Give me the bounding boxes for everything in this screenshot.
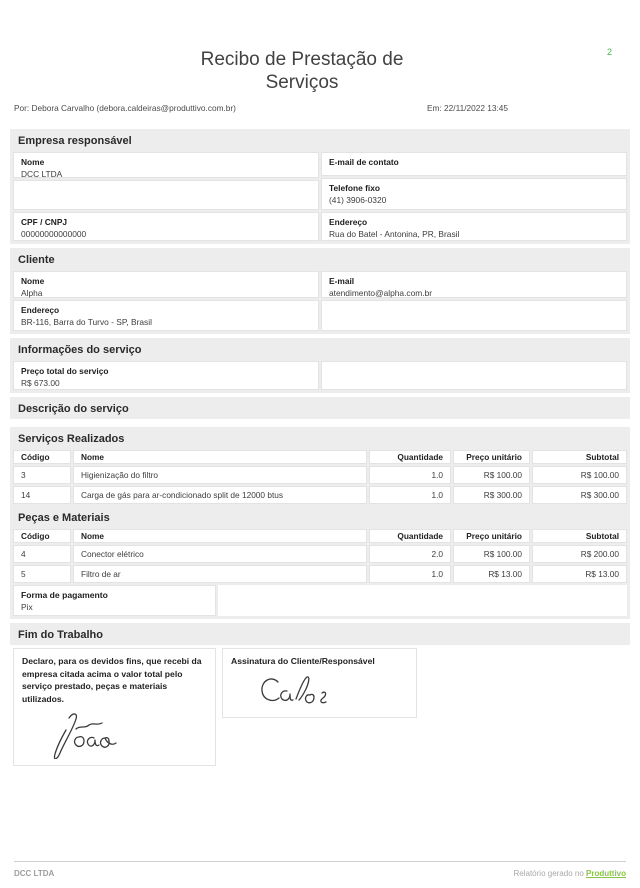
section-end-of-work-title: Fim do Trabalho: [10, 623, 630, 645]
materials-table: [10, 528, 630, 583]
field-value: DCC LTDA: [21, 169, 63, 179]
section-services: [10, 427, 630, 619]
company-address-cell: [321, 212, 627, 241]
table-cell: 2.0: [369, 545, 451, 563]
column-header: Código: [13, 450, 71, 464]
field-label: Nome: [21, 157, 45, 167]
footer-generated: [514, 869, 627, 878]
table-cell: Carga de gás para ar-condicionado split de 12000 btus: [73, 486, 367, 504]
table-cell: 5: [13, 565, 71, 583]
table-cell: R$ 13.00: [453, 565, 530, 583]
client-signature-image: [257, 672, 337, 712]
company-email-cell: [321, 152, 627, 176]
company-name-cell: [13, 152, 319, 178]
table-cell: Filtro de ar: [73, 565, 367, 583]
services-table: [10, 449, 630, 504]
section-company-title: Empresa responsável: [18, 135, 132, 147]
report-meta: [14, 103, 626, 114]
field-value: (41) 3906-0320: [329, 195, 387, 205]
client-signature-label: Assinatura do Cliente/Responsável: [231, 656, 375, 666]
footer-company: DCC LTDA: [14, 869, 55, 878]
company-empty-cell: [13, 180, 319, 210]
table-cell: R$ 200.00: [532, 545, 627, 563]
client-address-cell: [13, 300, 319, 331]
section-service-description: [10, 397, 630, 419]
footer-generated-text: Relatório gerado no: [513, 869, 586, 878]
field-value: Pix: [21, 602, 33, 612]
table-cell: R$ 100.00: [532, 466, 627, 484]
payment-row-filler: [218, 585, 627, 616]
field-label: Telefone fixo: [329, 183, 381, 193]
table-cell: R$ 100.00: [453, 466, 530, 484]
section-service-info-title: Informações do serviço: [18, 344, 142, 356]
field-value: R$ 673.00: [21, 378, 60, 388]
column-header: Nome: [73, 529, 367, 543]
declaration-text: Declaro, para os devidos fins, que recebi da empresa citada acima o valor total pelo serviço prestado, peças e materiais utilizados.: [22, 656, 202, 704]
field-value: atendimento@alpha.com.br: [329, 288, 433, 298]
section-service-info: [10, 338, 630, 393]
client-name-cell: [13, 271, 319, 298]
produttivo-link[interactable]: Produttivo: [586, 869, 626, 878]
field-value: 00000000000000: [21, 229, 87, 239]
table-cell: R$ 100.00: [453, 545, 530, 563]
column-header: Código: [13, 529, 71, 543]
declaration-box: [13, 648, 216, 766]
section-client: [10, 248, 630, 334]
client-signature-box: [222, 648, 417, 718]
section-service-description-title: Descrição do serviço: [18, 403, 129, 415]
table-cell: 14: [13, 486, 71, 504]
field-label: Preço total do serviço: [21, 366, 109, 376]
client-empty-cell: [321, 300, 627, 331]
payment-row: [10, 583, 630, 619]
table-cell: R$ 300.00: [453, 486, 530, 504]
page-number: 2: [606, 47, 612, 57]
field-value: BR-116, Barra do Turvo - SP, Brasil: [21, 317, 152, 327]
column-header: Preço unitário: [453, 529, 530, 543]
column-header: Nome: [73, 450, 367, 464]
field-label: E-mail de contato: [329, 157, 399, 167]
date-line: Em: 22/11/2022 13:45: [427, 103, 509, 113]
payment-method-cell: [13, 585, 216, 616]
field-value: Alpha: [21, 288, 43, 298]
field-value: Rua do Batel - Antonina, PR, Brasil: [329, 229, 460, 239]
page-footer: [14, 861, 626, 878]
service-info-empty-cell: [321, 361, 627, 390]
field-label: Endereço: [21, 305, 60, 315]
page-title: Recibo de Prestação de Serviços: [200, 49, 404, 93]
table-cell: 1.0: [369, 466, 451, 484]
table-cell: R$ 300.00: [532, 486, 627, 504]
section-end-of-work: [10, 623, 630, 766]
column-header: Subtotal: [532, 450, 627, 464]
table-cell: 1.0: [369, 486, 451, 504]
section-company: [10, 129, 630, 244]
column-header: Preço unitário: [453, 450, 530, 464]
total-price-cell: [13, 361, 319, 390]
client-email-cell: [321, 271, 627, 298]
field-label: Forma de pagamento: [21, 590, 108, 600]
company-cnpj-cell: [13, 212, 319, 241]
provider-signature-image: [52, 707, 132, 759]
services-table-title: Serviços Realizados: [18, 433, 125, 445]
materials-table-title: Peças e Materiais: [18, 512, 110, 524]
field-label: E-mail: [329, 276, 355, 286]
column-header: Subtotal: [532, 529, 627, 543]
field-label: CPF / CNPJ: [21, 217, 68, 227]
table-cell: 3: [13, 466, 71, 484]
table-cell: R$ 13.00: [532, 565, 627, 583]
table-cell: Higienização do filtro: [73, 466, 367, 484]
section-client-title: Cliente: [18, 254, 55, 266]
table-cell: 1.0: [369, 565, 451, 583]
table-cell: 4: [13, 545, 71, 563]
field-label: Nome: [21, 276, 45, 286]
table-cell: Conector elétrico: [73, 545, 367, 563]
field-label: Endereço: [329, 217, 368, 227]
company-phone-cell: [321, 178, 627, 210]
author-line: Por: Debora Carvalho (debora.caldeiras@produttivo.com.br): [14, 103, 236, 113]
column-header: Quantidade: [369, 529, 451, 543]
column-header: Quantidade: [369, 450, 451, 464]
